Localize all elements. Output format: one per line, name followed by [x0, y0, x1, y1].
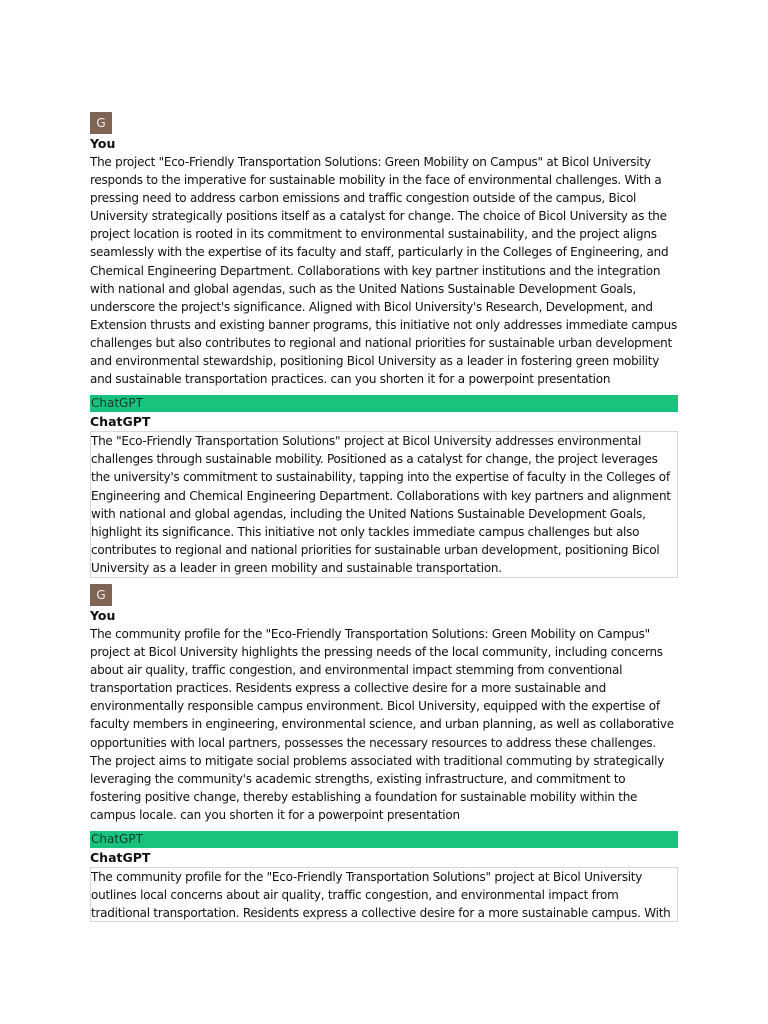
user-avatar: G — [90, 584, 112, 606]
assistant-message — [90, 831, 678, 922]
message-text: The community profile for the "Eco-Friendly Transportation Solutions: Green Mobility on Campus" project at Bicol University highlights the pressing needs of the local community, including concerns about air quality, traffic congestion, and environmental impact stemming from conventional transportation practices. Residents express a collective desire for a more sustainable and environmentally responsible campus environment. Bicol University, equipped with the expertise of faculty members in engineering, environmental science, and urban planning, as well as collaborative opportunities with local partners, possesses the necessary resources to address these challenges. The project aims to mitigate social problems associated with traditional commuting by strategically leveraging the community's academic strengths, existing infrastructure, and commitment to fostering positive change, thereby establishing a foundation for sustainable mobility within the campus locale. can you shorten it for a powerpoint presentation — [90, 626, 674, 822]
assistant-header-bar: ChatGPT — [90, 831, 678, 848]
message-author: You — [90, 607, 116, 623]
user-avatar: G — [90, 112, 112, 134]
conversation-page — [90, 112, 678, 928]
user-message — [90, 112, 678, 388]
message-text: The "Eco-Friendly Transportation Solutions" project at Bicol University addresses environmental challenges through sustainable mobility. Positioned as a catalyst for change, the project leverages the university's commitment to sustainability, tapping into the expertise of faculty in the Colleges of Engineering and Chemical Engineering Department. Collaborations with key partners and alignment with national and global agendas, including the United Nations Sustainable Development Goals, highlight its significance. This initiative not only tackles immediate campus challenges but also contributes to regional and national priorities for sustainable urban development, positioning Bicol University as a leader in green mobility and sustainable transportation. — [90, 431, 678, 578]
message-author: ChatGPT — [90, 850, 151, 865]
assistant-message — [90, 395, 678, 578]
message-text: The community profile for the "Eco-Friendly Transportation Solutions" project at Bicol University outlines local concerns about air quality, traffic congestion, and environmental impact from traditional transportation. Residents express a collective desire for a more sustainable campus. With — [90, 867, 678, 922]
user-message — [90, 584, 678, 824]
message-author: ChatGPT — [90, 414, 151, 430]
assistant-header-bar: ChatGPT — [90, 395, 678, 412]
message-author: You — [90, 136, 116, 151]
message-text: The project "Eco-Friendly Transportation Solutions: Green Mobility on Campus" at Bicol University responds to the imperative for sustainable mobility in the face of environmental challenges. With a pressing need to address carbon emissions and traffic congestion outside of the campus, Bicol University strategically positions itself as a catalyst for change. The choice of Bicol University as the project location is rooted in its commitment to environmental sustainability, and the project aligns seamlessly with the expertise of its faculty and staff, particularly in the Colleges of Engineering, and Chemical Engineering Department. Collaborations with key partner institutions and the integration with national and global agendas, such as the United Nations Sustainable Development Goals, underscore the project's significance. Aligned with Bicol University's Research, Development, and Extension thrusts and existing banner programs, this initiative not only addresses immediate campus challenges but also contributes to regional and national priorities for sustainable urban development and environmental stewardship, positioning Bicol University as a leader in fostering green mobility and sustainable transportation practices. can you shorten it for a powerpoint presentation — [90, 155, 677, 387]
